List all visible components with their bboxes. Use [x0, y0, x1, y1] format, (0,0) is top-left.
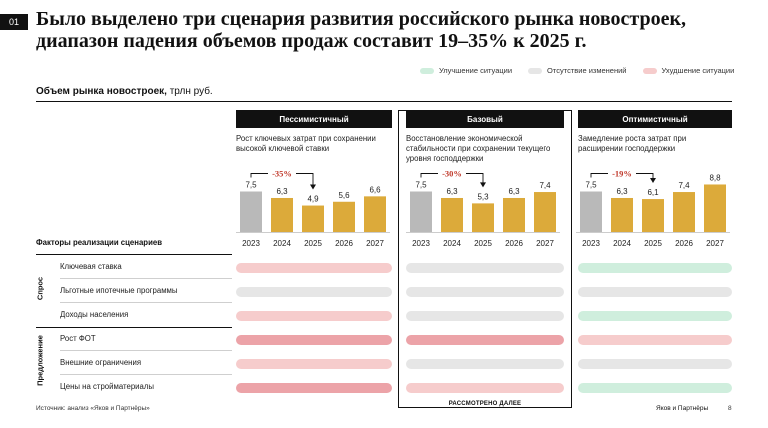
scenario-desc-pessimistic: Рост ключевых затрат при сохранении высокой ключевой ставки — [236, 134, 376, 153]
factor-status-pill — [406, 287, 564, 297]
factor-row-line — [60, 350, 232, 351]
bar-value-label: 6,3 — [508, 186, 520, 196]
group-divider — [36, 327, 232, 328]
change-label: -35% — [272, 168, 292, 179]
factor-household-income: Доходы населения — [60, 310, 129, 319]
change-arrowhead — [480, 182, 486, 187]
bar-value-label: 6,3 — [616, 186, 628, 196]
factor-mortgage-programs: Льготные ипотечные программы — [60, 286, 178, 295]
scenario-header-base: Базовый — [406, 110, 564, 128]
x-tick-label: 2025 — [644, 239, 662, 248]
group-label-demand: Спрос — [35, 276, 45, 301]
factor-status-pill — [236, 335, 392, 345]
bar — [580, 192, 602, 233]
factor-row-line — [60, 374, 232, 375]
footer-source: Источник: анализ «Яков и Партнёры» — [36, 405, 150, 412]
change-label: -30% — [442, 168, 462, 179]
bar-value-label: 7,5 — [415, 180, 427, 190]
bar — [503, 198, 525, 232]
x-tick-label: 2027 — [706, 239, 724, 248]
bar — [240, 192, 262, 233]
x-tick-label: 2026 — [505, 239, 523, 248]
factor-status-pill — [578, 263, 732, 273]
bar-value-label: 4,9 — [307, 194, 319, 204]
x-tick-label: 2025 — [304, 239, 322, 248]
bar — [364, 196, 386, 232]
section-title-bold: Объем рынка новостроек, — [36, 86, 167, 97]
footer-page-number: 8 — [728, 405, 732, 412]
x-tick-label: 2025 — [474, 239, 492, 248]
legend-label-worse: Ухудшение ситуации — [661, 66, 735, 75]
x-tick-label: 2027 — [366, 239, 384, 248]
factor-key-rate: Ключевая ставка — [60, 262, 122, 271]
footer-brand: Яков и Партнёры — [656, 405, 709, 412]
x-tick-label: 2027 — [536, 239, 554, 248]
factor-material-prices: Цены на стройматериалы — [60, 382, 155, 391]
factors-top-rule — [36, 254, 232, 255]
bar — [333, 202, 355, 232]
legend-label-nochange: Отсутствие изменений — [547, 66, 627, 75]
factor-status-pill — [578, 335, 732, 345]
factor-row-line — [60, 278, 232, 279]
factor-status-pill — [406, 263, 564, 273]
bar — [410, 192, 432, 233]
bar-value-label: 6,6 — [369, 185, 381, 195]
bar-value-label: 7,4 — [539, 181, 551, 191]
bar — [704, 184, 726, 232]
bar — [611, 198, 633, 232]
scenario-desc-base: Восстановление экономической стабильности при сохранении текущего уровня господдержки — [406, 134, 551, 163]
bar-value-label: 6,3 — [276, 186, 288, 196]
change-label: -19% — [612, 168, 632, 179]
factors-title: Факторы реализации сценариев — [36, 238, 162, 247]
bar — [673, 192, 695, 232]
x-tick-label: 2023 — [242, 239, 260, 248]
group-label-supply: Предложение — [35, 335, 45, 386]
legend-label-improve: Улучшение ситуации — [439, 66, 513, 75]
bar — [534, 192, 556, 232]
x-tick-label: 2024 — [613, 239, 631, 248]
bar-value-label: 7,4 — [678, 181, 690, 191]
bar — [441, 198, 463, 232]
factor-status-pill — [406, 335, 564, 345]
page-title: Было выделено три сценария развития российского рынка новостроек, диапазон падения объемов продаж составит 19–35% к 2025 г. — [36, 8, 687, 52]
change-arrowhead — [650, 178, 656, 183]
scenario-header-pessimistic: Пессимистичный — [236, 110, 392, 128]
bar-value-label: 6,3 — [446, 186, 458, 196]
x-tick-label: 2024 — [273, 239, 291, 248]
factor-status-pill — [236, 263, 392, 273]
factor-status-pill — [578, 359, 732, 369]
bar-value-label: 5,3 — [477, 192, 489, 202]
factor-status-pill — [236, 359, 392, 369]
bar-value-label: 5,6 — [338, 190, 350, 200]
factor-status-pill — [236, 311, 392, 321]
section-title-unit: трлн руб. — [166, 86, 213, 97]
bar-value-label: 7,5 — [245, 180, 257, 190]
slide-number: 01 — [0, 14, 28, 30]
factor-status-pill — [406, 359, 564, 369]
factor-payroll-growth: Рост ФОТ — [60, 334, 96, 343]
bar-value-label: 7,5 — [585, 180, 597, 190]
factor-external-restrictions: Внешние ограничения — [60, 358, 142, 367]
x-tick-label: 2026 — [675, 239, 693, 248]
bar — [472, 203, 494, 232]
scenario-desc-optimistic: Замедление роста затрат при расширении господдержки — [578, 134, 687, 153]
factor-row-line — [60, 302, 232, 303]
x-tick-label: 2024 — [443, 239, 461, 248]
scenario-header-optimistic: Оптимистичный — [578, 110, 732, 128]
factor-status-pill — [578, 311, 732, 321]
factor-status-pill — [406, 311, 564, 321]
base-scenario-footer: РАССМОТРЕНО ДАЛЕЕ — [440, 401, 530, 407]
x-tick-label: 2023 — [412, 239, 430, 248]
bar — [642, 199, 664, 232]
factor-status-pill — [236, 383, 392, 393]
bar — [302, 206, 324, 232]
x-tick-label: 2026 — [335, 239, 353, 248]
x-tick-label: 2023 — [582, 239, 600, 248]
factor-status-pill — [236, 287, 392, 297]
factor-status-pill — [406, 383, 564, 393]
factor-status-pill — [578, 383, 732, 393]
bar — [271, 198, 293, 232]
bar-value-label: 6,1 — [647, 188, 659, 198]
change-arrowhead — [310, 185, 316, 190]
bar-value-label: 8,8 — [709, 173, 721, 183]
factor-status-pill — [578, 287, 732, 297]
